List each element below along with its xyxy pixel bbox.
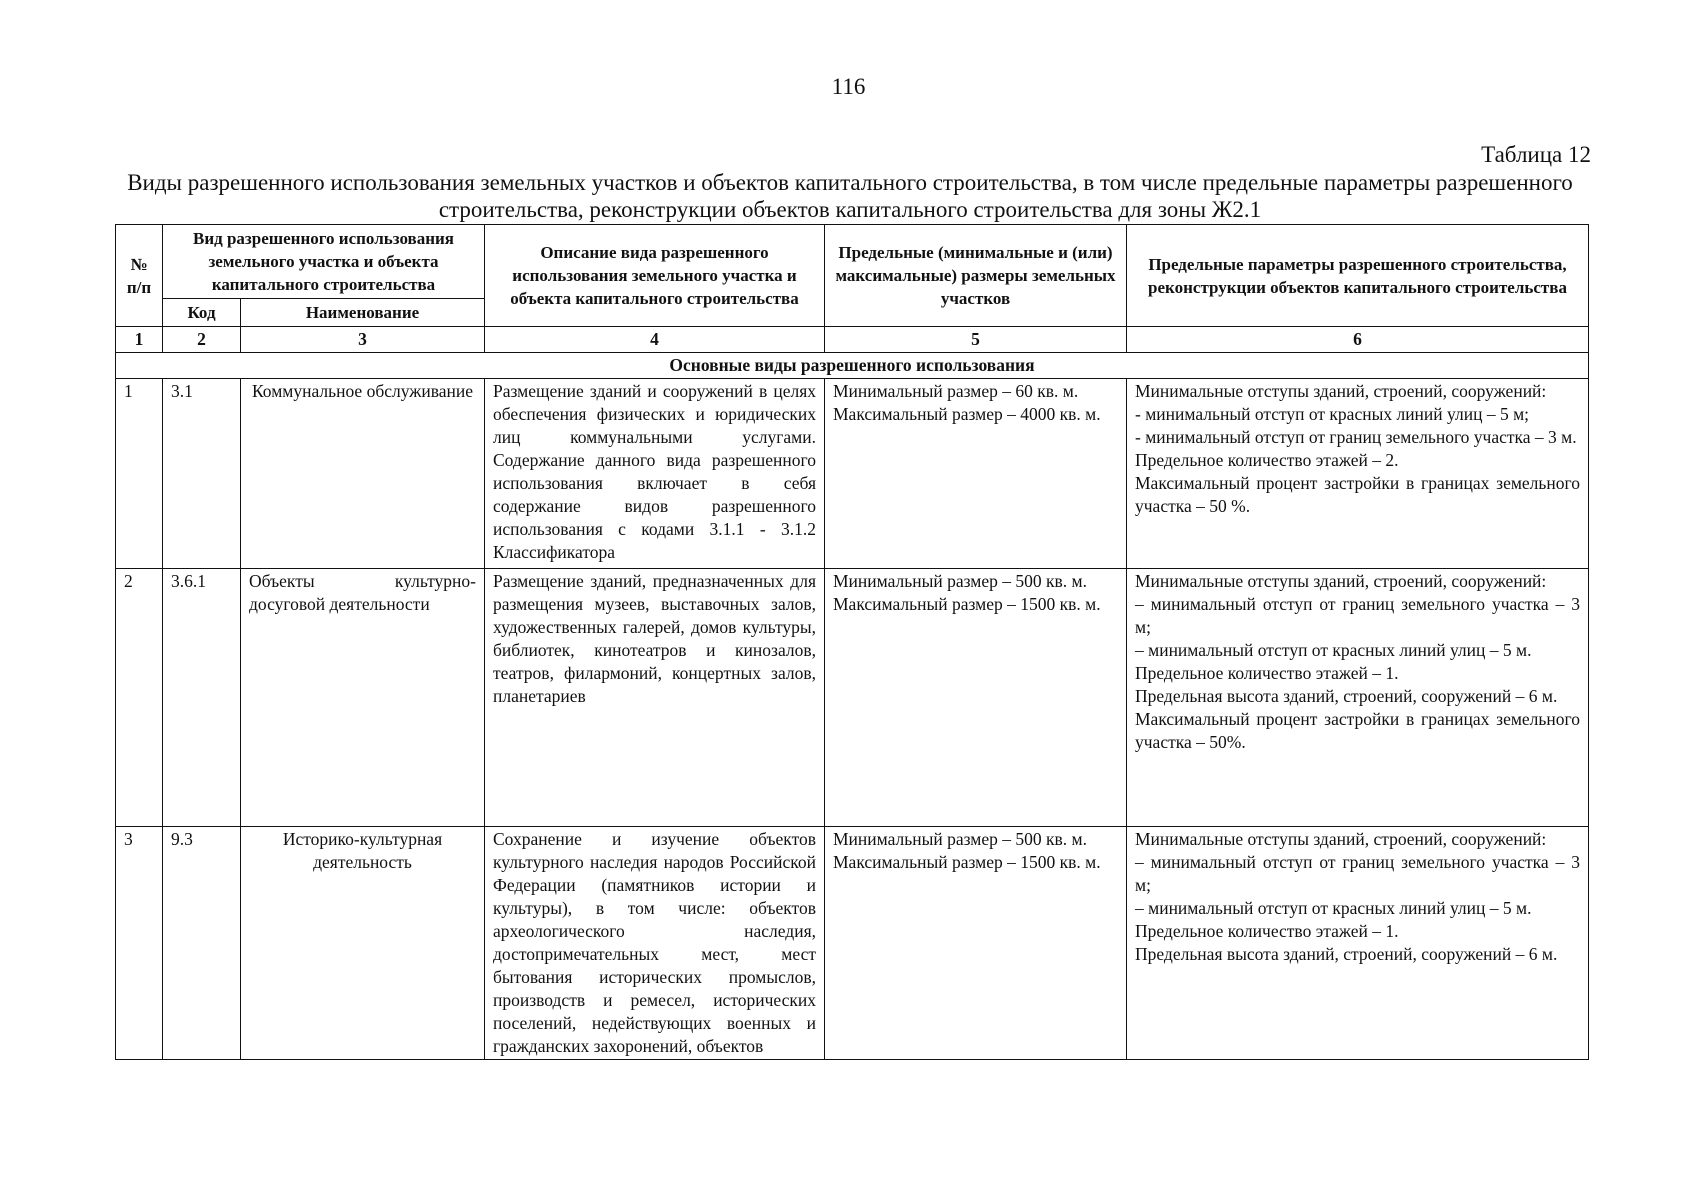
- row-description: Размещение зданий и сооружений в целях обеспечения физических и юридических лиц коммунальными услугами. Содержание данного вида разрешенного использования включает в себя содержание видов разрешенного использования с кодами 3.1.1 - 3.1.2 Классификатора: [485, 379, 825, 569]
- row-name: Коммунальное обслуживание: [241, 379, 485, 569]
- row-params: [1127, 569, 1589, 827]
- row-num: 3: [116, 827, 163, 1060]
- size-min: Минимальный размер – 500 кв. м.: [833, 829, 1087, 849]
- param-line: – минимальный отступ от границ земельного участка – 3 м;: [1135, 594, 1580, 637]
- section-title: Основные виды разрешенного использования: [116, 353, 1589, 379]
- table-label: Таблица 12: [1481, 142, 1591, 167]
- row-description: Размещение зданий, предназначенных для размещения музеев, выставочных залов, художественных галерей, домов культуры, библиотек, кинотеатров и кинозалов, театров, филармоний, концертных залов, планетариев: [485, 569, 825, 827]
- row-sizes: [825, 379, 1127, 569]
- row-description: Сохранение и изучение объектов культурного наследия народов Российской Федерации (памятников истории и культуры), в том числе: объектов археологического наследия, достопримечательных мест, мест бытования исторических промыслов, производств и ремесел, исторических поселений, недействующих военных и гражданских захоронений, объектов: [485, 827, 825, 1060]
- row-num: 1: [116, 379, 163, 569]
- param-line: Минимальные отступы зданий, строений, сооружений:: [1135, 571, 1547, 591]
- section-row: [116, 353, 1589, 379]
- header-sizes: Предельные (минимальные и (или) максимальные) размеры земельных участков: [825, 225, 1127, 327]
- table-caption: Виды разрешенного использования земельных участков и объектов капитального строительства, в том числе предельные параметры разрешенного строительства, реконструкции объектов капитального строительства для зоны Ж2.1: [127, 170, 1573, 222]
- size-min: Минимальный размер – 60 кв. м.: [833, 381, 1079, 401]
- table-header: [116, 225, 1589, 327]
- header-params: Предельные параметры разрешенного строительства, реконструкции объектов капитального строительства: [1127, 225, 1589, 327]
- param-line: – минимальный отступ от красных линий улиц – 5 м.: [1135, 898, 1532, 918]
- header-description: Описание вида разрешенного использования земельного участка и объекта капитального строительства: [485, 225, 825, 327]
- row-code: 9.3: [163, 827, 241, 1060]
- table-row: [116, 827, 1589, 1060]
- row-params: [1127, 379, 1589, 569]
- size-max: Максимальный размер – 1500 кв. м.: [833, 594, 1101, 614]
- param-line: Предельная высота зданий, строений, сооружений – 6 м.: [1135, 686, 1558, 706]
- header-num: № п/п: [116, 225, 163, 327]
- column-number: 4: [485, 327, 825, 353]
- table-row: [116, 569, 1589, 827]
- row-name: Объекты культурно-досуговой деятельности: [241, 569, 485, 827]
- size-min: Минимальный размер – 500 кв. м.: [833, 571, 1087, 591]
- column-numbers-row: [116, 327, 1589, 353]
- param-line: Предельное количество этажей – 2.: [1135, 450, 1399, 470]
- row-params: [1127, 827, 1589, 1060]
- param-line: Максимальный процент застройки в границах земельного участка – 50%.: [1135, 709, 1580, 752]
- header-vid-group: Вид разрешенного использования земельного участка и объекта капитального строительства: [163, 225, 485, 299]
- row-sizes: [825, 569, 1127, 827]
- page-number: 116: [831, 74, 866, 99]
- param-line: - минимальный отступ от красных линий улиц – 5 м;: [1135, 404, 1530, 424]
- size-max: Максимальный размер – 1500 кв. м.: [833, 852, 1101, 872]
- column-number: 2: [163, 327, 241, 353]
- row-code: 3.6.1: [163, 569, 241, 827]
- column-number: 1: [116, 327, 163, 353]
- size-max: Максимальный размер – 4000 кв. м.: [833, 404, 1101, 424]
- param-line: Предельное количество этажей – 1.: [1135, 921, 1399, 941]
- column-number: 5: [825, 327, 1127, 353]
- row-num: 2: [116, 569, 163, 827]
- row-sizes: [825, 827, 1127, 1060]
- param-line: Максимальный процент застройки в границах земельного участка – 50 %.: [1135, 473, 1580, 516]
- header-name: Наименование: [241, 299, 485, 327]
- param-line: Предельная высота зданий, строений, сооружений – 6 м.: [1135, 944, 1558, 964]
- param-line: Минимальные отступы зданий, строений, сооружений:: [1135, 829, 1547, 849]
- column-number: 6: [1127, 327, 1589, 353]
- param-line: - минимальный отступ от границ земельного участка – 3 м.: [1135, 427, 1577, 447]
- param-line: – минимальный отступ от границ земельного участка – 3 м;: [1135, 852, 1580, 895]
- param-line: Предельное количество этажей – 1.: [1135, 663, 1399, 683]
- row-name: Историко-культурная деятельность: [241, 827, 485, 1060]
- column-number: 3: [241, 327, 485, 353]
- param-line: – минимальный отступ от красных линий улиц – 5 м.: [1135, 640, 1532, 660]
- param-line: Минимальные отступы зданий, строений, сооружений:: [1135, 381, 1547, 401]
- header-code: Код: [163, 299, 241, 327]
- land-use-table: [115, 224, 1589, 1060]
- table-row: [116, 379, 1589, 569]
- row-code: 3.1: [163, 379, 241, 569]
